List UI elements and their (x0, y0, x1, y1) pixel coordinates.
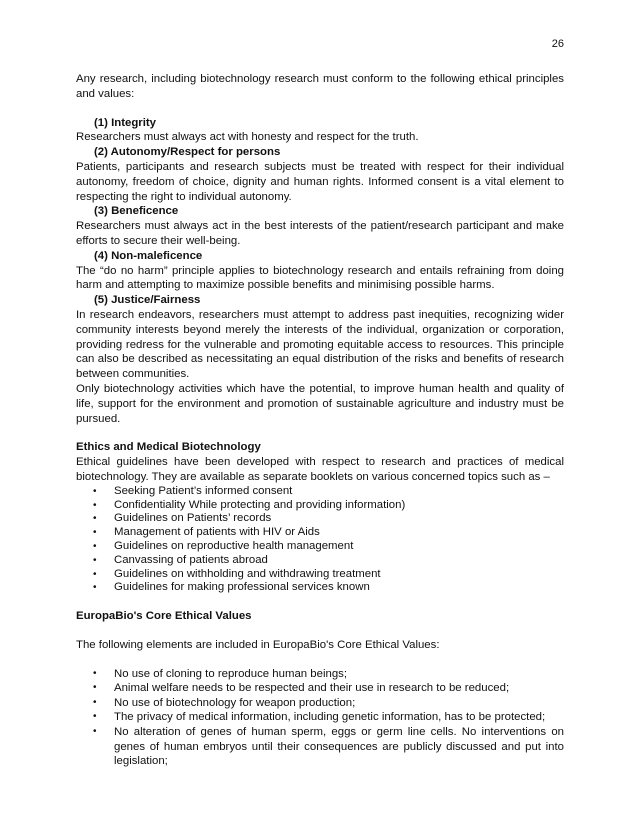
list-item (76, 568, 564, 582)
principle-text-autonomy: Patients, participants and research subjects must be treated with respect for their individual autonomy, freedom of choice, dignity and human rights. Informed consent is a vital element to respecting the right to individual autonomy. (76, 160, 564, 203)
closing-paragraph: Only biotechnology activities which have the potential, to improve human health and quality of life, support for the environment and promotion of sustainable agriculture and industry must be pursued. (76, 382, 564, 425)
list-item-text: No use of cloning to reproduce human beings; (114, 667, 348, 680)
list-item (76, 485, 564, 499)
list-item-text: Guidelines on withholding and withdrawing treatment (114, 567, 381, 580)
europabio-paragraph: The following elements are included in EuropaBio's Core Ethical Values: (76, 638, 440, 651)
list-item (76, 725, 564, 769)
europabio-values-list (76, 667, 564, 769)
principle-heading-justice: (5) Justice/Fairness (94, 294, 201, 307)
principle-text-integrity: Researchers must always act with honesty and respect for the truth. (76, 131, 419, 144)
page-content (76, 72, 564, 769)
list-item (76, 512, 564, 526)
list-item-text: Guidelines on Patients’ records (114, 512, 272, 525)
principle-text-beneficence: Researchers must always act in the best interests of the patient/research participant and make efforts to secure their well-being. (76, 220, 564, 247)
list-item-text: The privacy of medical information, including genetic information, has to be protected; (114, 711, 546, 724)
principle-heading-non-maleficence: (4) Non-maleficence (94, 249, 203, 262)
section-title-europabio: EuropaBio's Core Ethical Values (76, 610, 252, 623)
list-item (76, 581, 564, 595)
section-title-ethics: Ethics and Medical Biotechnology (76, 441, 261, 454)
list-item-text: Guidelines on reproductive health management (114, 539, 354, 552)
list-item (76, 681, 564, 696)
principle-text-non-maleficence: The “do no harm” principle applies to biotechnology research and entails refraining from doing harm and attempting to maximize possible benefits and minimising possible harms. (76, 264, 564, 292)
bullet-icon: • (93, 667, 97, 679)
bullet-icon: • (93, 582, 97, 594)
bullet-icon: • (93, 540, 97, 552)
principle-heading-beneficence: (3) Beneficence (94, 205, 179, 218)
list-item (76, 526, 564, 540)
principle-heading-autonomy: (2) Autonomy/Respect for persons (94, 146, 281, 159)
list-item-text: Management of patients with HIV or Aids (114, 526, 320, 539)
bullet-icon: • (93, 499, 97, 511)
intro-paragraph: Any research, including biotechnology research must conform to the following ethical principles and values: (76, 73, 564, 100)
bullet-icon: • (93, 711, 97, 723)
principle-text-justice: In research endeavors, researchers must attempt to address past inequities, recognizing wider community interests beyond merely the interests of the individual, organization or corporation, providing redress for the vulnerable and promoting equitable access to resources. This principle can also be described as necessitating an equal distribution of the risks and benefits of research between communities. (76, 308, 564, 381)
list-item-text: Confidentiality While protecting and providing information) (114, 498, 406, 511)
list-item (76, 710, 564, 725)
principle-heading-integrity: (1) Integrity (94, 116, 157, 129)
bullet-icon: • (93, 682, 97, 694)
bullet-icon: • (93, 726, 97, 738)
list-item-text: Canvassing of patients abroad (114, 553, 268, 566)
bullet-icon: • (93, 696, 97, 708)
list-item-text: Animal welfare needs to be respected and their use in research to be reduced; (114, 682, 510, 695)
bullet-icon: • (93, 527, 97, 539)
list-item-text: No alteration of genes of human sperm, eggs or germ line cells. No interventions on genes of human embryos until their consequences are publicly discussed and put into legislation; (114, 726, 564, 768)
bullet-icon: • (93, 554, 97, 566)
list-item-text: Guidelines for making professional services known (114, 581, 370, 594)
list-item-text: Seeking Patient’s informed consent (114, 484, 293, 497)
list-item (76, 540, 564, 554)
list-item-text: No use of biotechnology for weapon production; (114, 696, 356, 709)
bullet-icon: • (93, 485, 97, 497)
ethics-guidelines-list (76, 485, 564, 595)
list-item (76, 499, 564, 513)
list-item (76, 554, 564, 568)
list-item (76, 696, 564, 711)
bullet-icon: • (93, 568, 97, 580)
list-item (76, 667, 564, 682)
bullet-icon: • (93, 513, 97, 525)
page-number: 26 (551, 38, 564, 50)
ethics-paragraph: Ethical guidelines have been developed with respect to research and practices of medical biotechnology. They are available as separate booklets on various concerned topics such as – (76, 456, 564, 483)
